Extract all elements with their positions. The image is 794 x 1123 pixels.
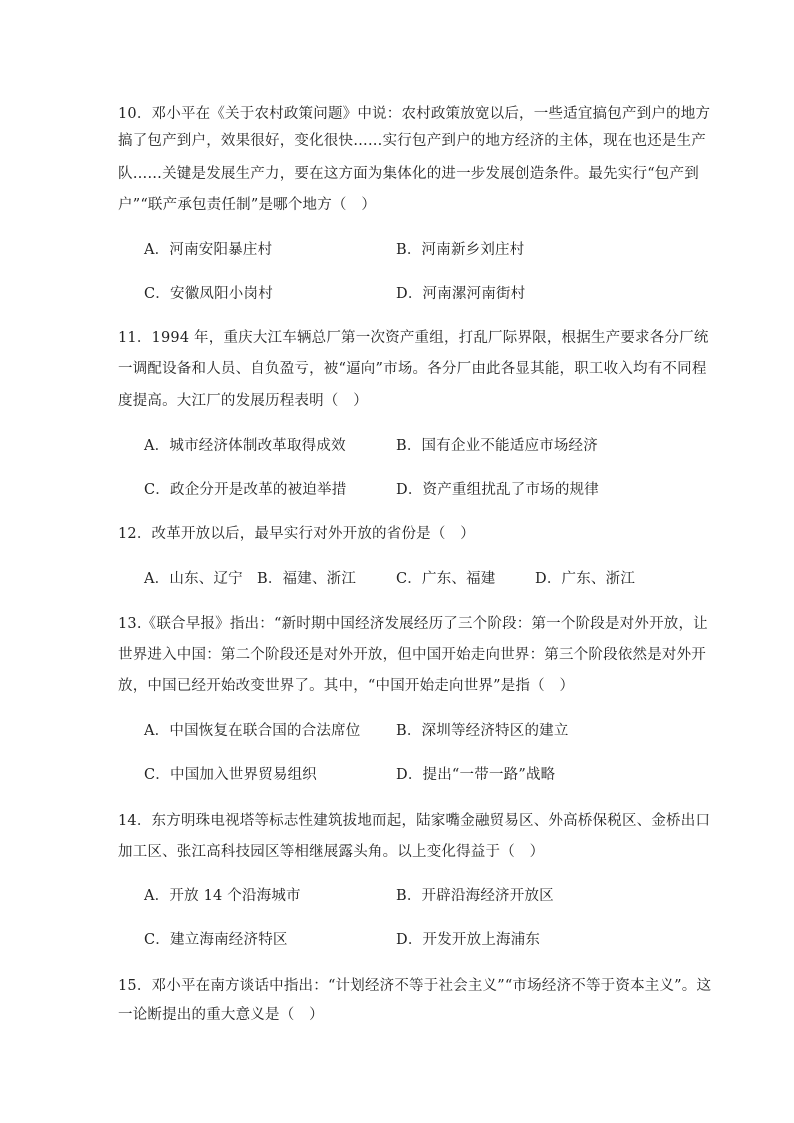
question-13-option-d: D．提出“一带一路”战略 xyxy=(396,767,556,783)
question-13-option-c: C．中国加入世界贸易组织 xyxy=(144,767,317,783)
question-12-option-b: B．福建、浙江 xyxy=(257,571,357,587)
question-14-option-a: A．开放 14 个沿海城市 xyxy=(144,888,301,904)
question-14-option-b: B．开辟沿海经济开放区 xyxy=(396,888,554,904)
question-14-option-d: D．开发开放上海浦东 xyxy=(396,932,541,948)
question-15-line-2: 一论断提出的重大意义是（ ） xyxy=(118,1007,324,1023)
question-10-option-a: A．河南安阳暴庄村 xyxy=(144,242,273,258)
question-12-option-d: D．广东、浙江 xyxy=(535,571,636,587)
question-11-line-3: 度提高。大江厂的发展历程表明（ ） xyxy=(118,393,368,409)
question-10-option-c: C．安徽凤阳小岗村 xyxy=(144,286,273,302)
question-13-line-2: 世界进入中国：第二个阶段还是对外开放，但中国开始走向世界：第三个阶段依然是对外开 xyxy=(118,647,706,663)
question-13-line-1: 13.《联合早报》指出：“新时期中国经济发展经历了三个阶段：第一个阶段是对外开放，让 xyxy=(118,616,708,632)
question-11-line-1: 11．1994 年，重庆大江车辆总厂第一次资产重组，打乱厂际界限，根据生产要求各分厂统 xyxy=(118,330,709,346)
question-13-line-3: 放，中国已经开始改变世界了。其中，“中国开始走向世界”是指（ ） xyxy=(118,678,575,694)
question-13-option-a: A．中国恢复在联合国的合法席位 xyxy=(144,723,361,739)
question-14-option-c: C．建立海南经济特区 xyxy=(144,932,288,948)
question-10-line-3: 队……关键是发展生产力，要在这方面为集体化的进一步发展创造条件。最先实行“包产到 xyxy=(118,166,699,182)
question-15-line-1: 15．邓小平在南方谈话中指出：“计划经济不等于社会主义”“市场经济不等于资本主义”。这 xyxy=(118,978,712,994)
question-10-line-2: 搞了包产到户，效果很好，变化很快……实行包产到户的地方经济的主体，现在也还是生产 xyxy=(118,133,706,149)
question-14-line-2: 加工区、张江高科技园区等相继展露头角。以上变化得益于（ ） xyxy=(118,844,545,860)
question-11-option-d: D．资产重组扰乱了市场的规律 xyxy=(396,482,599,498)
question-13-option-b: B．深圳等经济特区的建立 xyxy=(396,723,569,739)
question-10-option-b: B．河南新乡刘庄村 xyxy=(396,242,525,258)
question-10-line-4: 户”“联产承包责任制”是哪个地方（ ） xyxy=(118,197,377,213)
question-11-option-b: B．国有企业不能适应市场经济 xyxy=(396,438,598,454)
question-12-option-c: C．广东、福建 xyxy=(396,571,496,587)
question-12-line-1: 12．改革开放以后，最早实行对外开放的省份是（ ） xyxy=(118,526,475,542)
question-14-line-1: 14．东方明珠电视塔等标志性建筑拔地而起，陆家嘴金融贸易区、外高桥保税区、金桥出口 xyxy=(118,813,711,829)
question-10-line-1: 10．邓小平在《关于农村政策问题》中说：农村政策放宽以后，一些适宜搞包产到户的地方 xyxy=(118,106,711,122)
question-10-option-d: D．河南漯河南街村 xyxy=(396,286,526,302)
question-12-option-a: A．山东、辽宁 xyxy=(144,571,243,587)
question-11-option-c: C．政企分开是改革的被迫举措 xyxy=(144,482,347,498)
question-11-line-2: 一调配设备和人员、自负盈亏，被“逼向”市场。各分厂由此各显其能，职工收入均有不同程 xyxy=(118,361,707,377)
question-11-option-a: A．城市经济体制改革取得成效 xyxy=(144,438,346,454)
